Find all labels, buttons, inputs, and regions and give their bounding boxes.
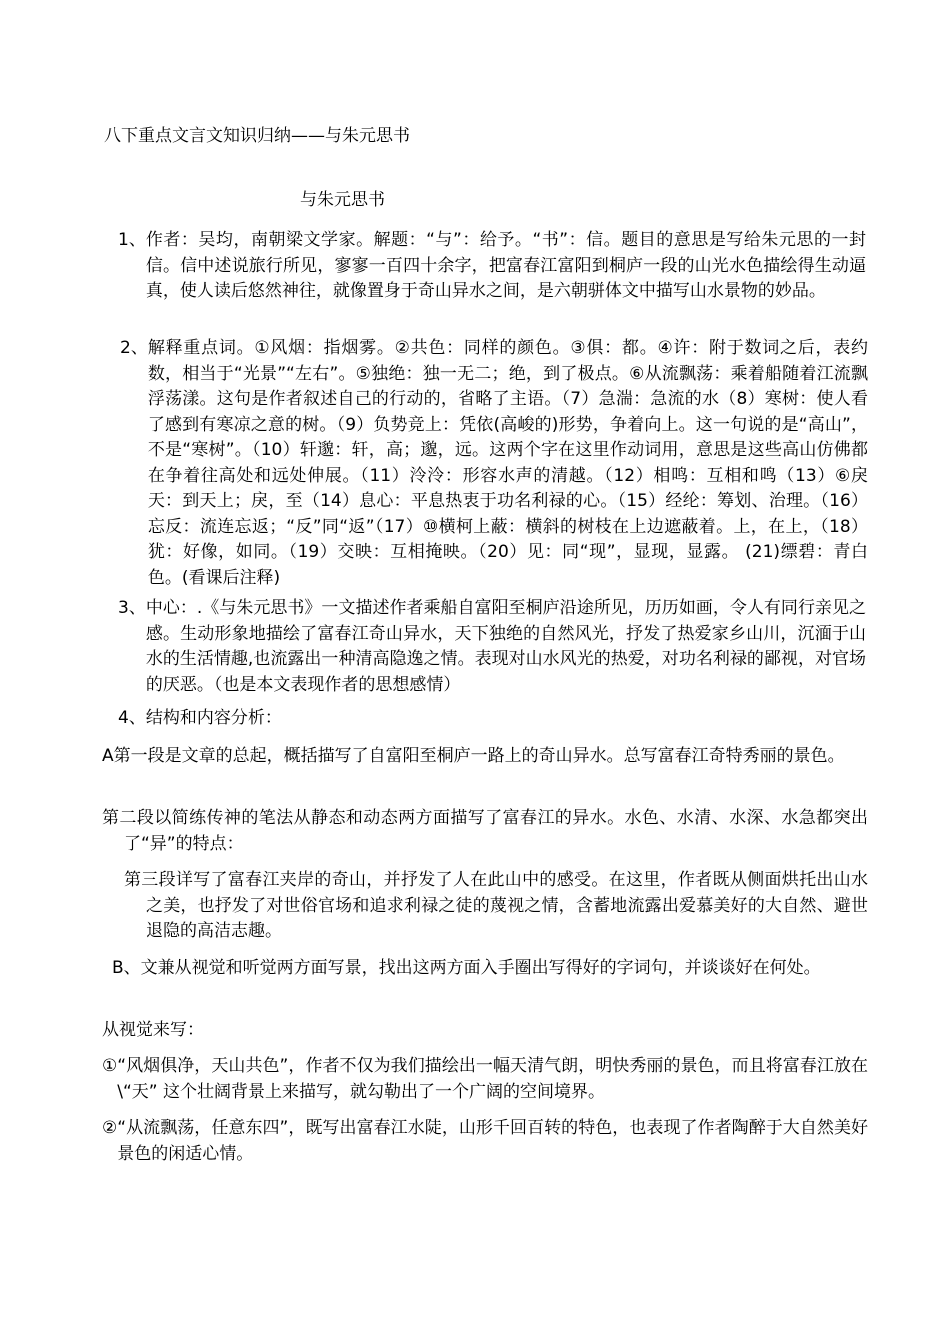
paragraph-a: [102, 744, 868, 770]
item-text: 结构和内容分析：: [145, 708, 282, 728]
point-text: “风烟俱净，天山共色”，作者不仅为我们描绘出一幅天清气朗，明快秀丽的景色，而且将富春江放在\“天” 这个壮阔背景上来描写，就勾勒出了一个广阔的空间境界。: [117, 1056, 868, 1102]
item-author: [118, 228, 866, 305]
item-number: 2、: [120, 338, 148, 358]
section-title: 与朱元思书: [300, 190, 385, 210]
paragraph-label: A: [102, 746, 114, 766]
point-text: “从流飘荡，任意东四”，既写出富春江水陡，山形千回百转的特色，也表现了作者陶醉于大自然美好景色的闲适心情。: [117, 1118, 868, 1164]
point-marker: ②: [102, 1118, 118, 1138]
item-text: 作者：吴均，南朝梁文学家。解题：“与”：给予。“书”：信。题目的意思是写给朱元思的一封信。信中述说旅行所见，寥寥一百四十余字，把富春江富阳到桐庐一段的山光水色描绘得生动逼真，使人读后悠然神往，就像置身于奇山异水之间，是六朝骈体文中描写山水景物的妙品。: [145, 230, 866, 301]
item-number: 3、: [118, 598, 146, 618]
item-key-words: [120, 336, 868, 591]
point-marker: ①: [102, 1056, 118, 1076]
paragraph-text: 第一段是文章的总起，概括描写了自富阳至桐庐一路上的奇山异水。总写富春江奇特秀丽的景色。: [113, 746, 845, 766]
item-structure-heading: [118, 706, 866, 732]
paragraph-second-section: 第二段以简练传神的笔法从静态和动态两方面描写了富春江的异水。水色、水清、水深、水急都突出了“异”的特点：: [102, 808, 868, 854]
item-number: 1、: [118, 230, 146, 250]
paragraph-label: B、: [112, 958, 141, 978]
document-title: 八下重点文言文知识归纳——与朱元思书: [104, 126, 410, 146]
visual-heading: 从视觉来写：: [102, 1020, 204, 1040]
item-text: 中心：.《与朱元思书》一文描述作者乘船自富阳至桐庐沿途所见，历历如画，令人有同行亲见之感。生动形象地描绘了富春江奇山异水，天下独绝的自然风光，抒发了热爱家乡山川，沉湎于山水的生活情趣,也流露出一种清高隐逸之情。表现对山水风光的热爱，对功名利禄的鄙视，对官场的厌恶。（也是本文表现作者的思想感情）: [145, 598, 866, 695]
visual-point-2: [102, 1116, 868, 1167]
paragraph-third-section: 第三段详写了富春江夹岸的奇山，并抒发了人在此山中的感受。在这里，作者既从侧面烘托出山水之美，也抒发了对世俗官场和追求利禄之徒的蔑视之情，含蓄地流露出爱慕美好的大自然、避世退隐的高洁志趣。: [124, 870, 868, 941]
item-central-idea: [118, 596, 866, 698]
item-text: 解释重点词。①风烟：指烟雾。②共色：同样的颜色。③俱：都。④许：附于数词之后，表约数，相当于“光景”“左右”。⑤独绝：独一无二；绝，到了极点。⑥从流飘荡：乘着船随着江流飘浮荡漾。这句是作者叙述自己的行动的，省略了主语。（7）急湍：急流的水（8）寒树：使人看了感到有寒凉之意的树。（9）负势竞上：凭依(高峻的)形势，争着向上。这一句说的是“高山”，不是“寒树”。（10）轩邈：轩，高；邈，远。这两个字在这里作动词用，意思是这些高山仿佛都在争着往高处和远处伸展。（11）泠泠：形容水声的清越。（12）相鸣：互相和鸣（13）⑥戾天：到天上；戾，至（14）息心：平息热衷于功名利禄的心。（15）经纶：筹划、治理。（16）忘反：流连忘返；“反”同“返”（17）⑩横柯上蔽：横斜的树枝在上边遮蔽着。上，在上，（18）犹：好像，如同。（19）交映：互相掩映。（20）见：同“现”，显现，显露。 (21)缥碧：青白色。(看课后注释): [147, 338, 868, 588]
paragraph-b: [112, 956, 866, 982]
paragraph-text: 文兼从视觉和听觉两方面写景，找出这两方面入手圈出写得好的字词句，并谈谈好在何处。: [140, 958, 821, 978]
visual-point-1: [102, 1054, 868, 1105]
item-number: 4、: [118, 708, 146, 728]
